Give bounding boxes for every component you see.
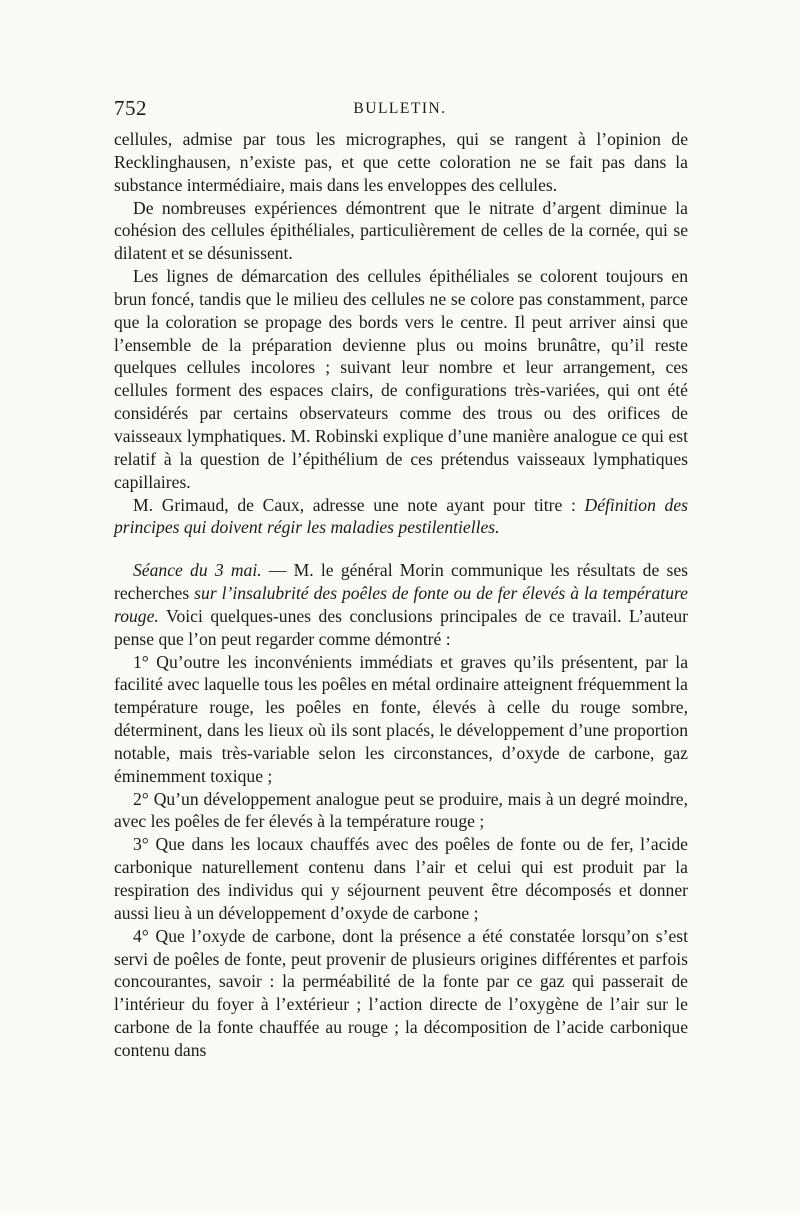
body-text [114, 128, 688, 1062]
paragraph-demarcation: Les lignes de démarcation des cellules épithéliales se colorent toujours en brun foncé, tandis que le milieu des cellules ne se colore pas constamment, parce que la coloration se propage des bords vers le centre. Il peut arriver ainsi que l’ensemble de la préparation devienne plus ou moins brunâtre, qu’il reste quelques cellules incolores ; suivant leur nombre et leur arrangement, ces cellules forment des espaces clairs, de configurations très-variées, qui ont été considérés par certains observateurs comme des trous ou des orifices de vaisseaux lymphatiques. M. Robinski explique d’une manière analogue ce qui est relatif à la question de l’épithélium de ces prétendus vaisseaux lymphatiques capillaires. [114, 266, 688, 492]
conclusion-1: 1° Qu’outre les inconvénients immédiats et graves qu’ils présentent, par la facilité avec laquelle tous les poêles en métal ordinaire atteignent fréquemment la température rouge, les poêles en fonte, élevés à celle du rouge sombre, déterminent, dans les lieux où ils sont placés, le développement d’une proportion notable, mais très-variable selon les circonstances, d’oxyde de carbone, gaz éminemment toxique ; [114, 651, 688, 786]
conclusion-2: 2° Qu’un développement analogue peut se produire, mais à un degré moindre, avec les poêles de fer élevés à la température rouge ; [114, 788, 688, 832]
research-title: sur l’insalubrité des poêles de fonte ou de fer élevés à la température rouge. [114, 583, 688, 626]
conclusion-3: 3° Que dans les locaux chauffés avec des poêles de fonte ou de fer, l’acide carbonique naturellement contenu dans l’air et celui qui est produit par la respiration des individus qui y séjournent peuvent être décomposés et donner aussi lieu à un développement d’oxyde de carbone ; [114, 834, 688, 923]
paragraph-continuation: cellules, admise par tous les micrographes, qui se rangent à l’opinion de Recklinghausen, n’existe pas, et que cette coloration ne se fait pas dans la substance intermédiaire, mais dans les enveloppes des cellules. [114, 129, 688, 195]
session-heading: Séance du 3 mai. [133, 560, 262, 581]
page-number: 752 [114, 96, 147, 120]
page-header [114, 96, 686, 122]
note-title: Définition des principes qui doivent régir les maladies pestilentielles. [114, 494, 688, 538]
paragraph-grimaud-note [114, 494, 688, 540]
seance-rest: Voici quelques-unes des conclusions principales de ce travail. L’auteur pense que l’on peut regarder comme démontré : [114, 605, 688, 649]
section-gap [114, 539, 688, 559]
paragraph-seance [114, 559, 688, 650]
seance-lead: — M. le général Morin communique les résultats de ses recherches [114, 560, 688, 604]
note-lead: M. Grimaud, de Caux, adresse une note ayant pour titre : [133, 494, 585, 515]
paragraph-cohesion: De nombreuses expériences démontrent que le nitrate d’argent diminue la cohésion des cellules épithéliales, particulièrement de celles de la cornée, qui se dilatent et se désunissent. [114, 197, 688, 264]
running-title: BULLETIN. [353, 100, 447, 117]
conclusion-4: 4° Que l’oxyde de carbone, dont la présence a été constatée lorsqu’on s’est servi de poêles de fonte, peut provenir de plusieurs origines différentes et parfois concourantes, savoir : la perméabilité de la fonte par ce gaz qui passerait de l’intérieur du foyer à l’extérieur ; l’action directe de l’oxygène de l’air sur le carbone de la fonte chauffée au rouge ; la décomposition de l’acide carbonique contenu dans [114, 925, 688, 1060]
